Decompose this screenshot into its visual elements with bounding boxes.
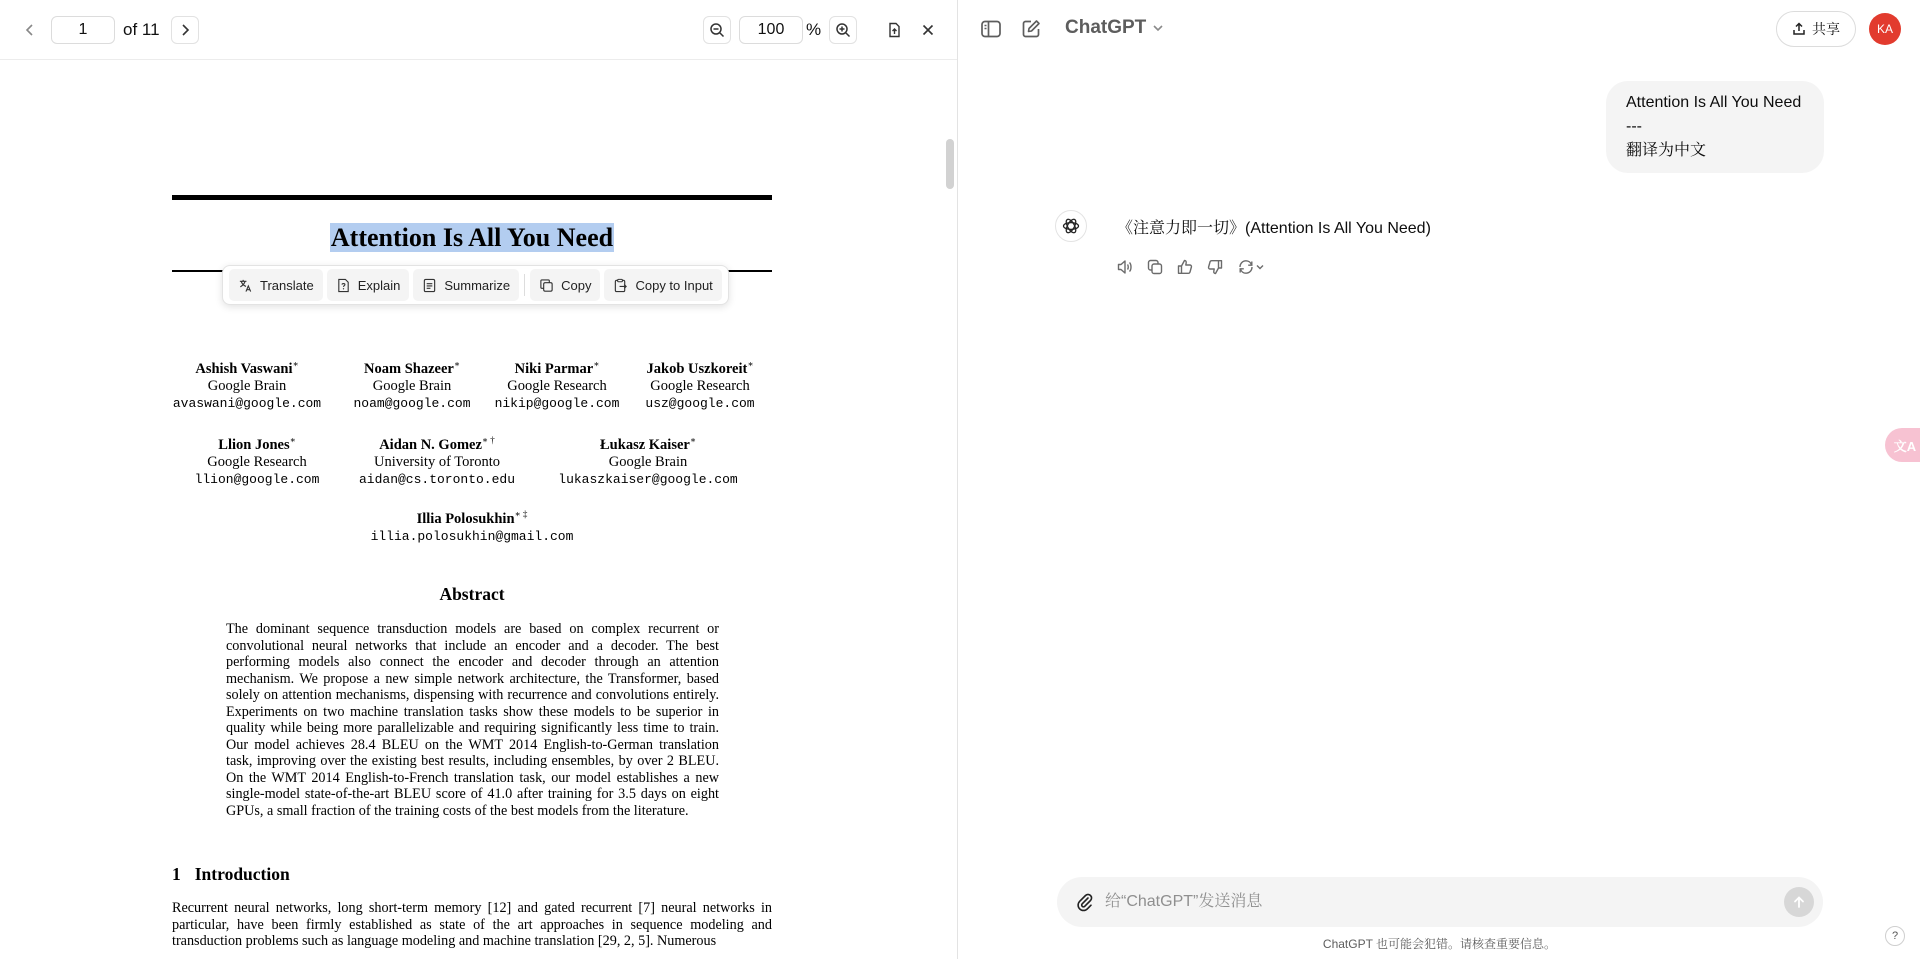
author-block <box>342 356 482 412</box>
author-name: Illia Polosukhin <box>416 510 515 527</box>
send-button[interactable] <box>1784 887 1814 917</box>
author-name: Łukasz Kaiser <box>600 436 690 453</box>
openai-logo-icon <box>1061 216 1081 236</box>
help-button[interactable]: ? <box>1885 926 1905 946</box>
assistant-message: 《注意力即一切》(Attention Is All You Need) <box>1117 220 1431 237</box>
share-label: 共享 <box>1812 21 1840 37</box>
read-aloud-button[interactable] <box>1113 255 1137 279</box>
user-message-line: 翻译为中文 <box>1626 142 1707 159</box>
author-email: aidan@cs.toronto.edu <box>358 471 516 487</box>
author-affiliation: Google Research <box>650 377 750 394</box>
author-affiliation: Google Brain <box>372 377 452 394</box>
clipboard-icon <box>613 278 628 293</box>
document-lines-icon <box>422 278 437 293</box>
new-chat-button[interactable] <box>1018 16 1044 42</box>
author-email: llion@google.com <box>194 471 320 487</box>
sidebar-icon <box>980 18 1002 40</box>
speaker-icon <box>1116 258 1134 276</box>
author-mark: ∗ <box>292 359 299 369</box>
chevron-right-icon <box>178 23 192 37</box>
author-email: illia.polosukhin@gmail.com <box>370 528 574 544</box>
author-block <box>352 432 522 488</box>
page-number-input[interactable] <box>51 16 115 44</box>
author-name: Ashish Vaswani <box>195 360 293 377</box>
export-document-button[interactable] <box>880 16 908 44</box>
translate-label: Translate <box>260 277 314 293</box>
author-affiliation: Google Brain <box>207 377 287 394</box>
share-upload-icon <box>1792 22 1806 36</box>
paper-title[interactable] <box>172 223 772 253</box>
author-mark: ∗ <box>689 435 696 445</box>
author-email: nikip@google.com <box>494 395 620 411</box>
author-affiliation: Google Research <box>207 453 307 470</box>
user-message-line: --- <box>1626 118 1642 135</box>
abstract-text: The dominant sequence transduction models are based on complex recurrent or convolutional neural networks that include an encoder and a decoder. The best performing models also connect the encoder and decoder through an attention mechanism. We propose a new simple network architecture, the Transformer, based solely on attention mechanisms, dispensing with recurrence and convolutions entirely. Experiments on two machine translation tasks show these models to be superior in quality while being more parallelizable and requiring significantly less time to train. Our model achieves 28.4 BLEU on the WMT 2014 English-to-German translation task, improving over the existing best results, including ensembles, by over 2 BLEU. On the WMT 2014 English-to-French translation task, our model establishes a new single-model state-of-the-art BLEU score of 41.0 after training for 3.5 days on eight GPUs, a small fraction of the training costs of the best models from the literature. <box>226 621 719 819</box>
author-mark: ∗ <box>747 359 754 369</box>
zoom-unit-label: % <box>806 20 822 39</box>
author-block <box>490 356 624 412</box>
author-affiliation: Google Research <box>507 377 607 394</box>
copy-message-button[interactable] <box>1143 255 1167 279</box>
model-selector[interactable] <box>1065 17 1164 39</box>
prev-page-button[interactable] <box>16 16 44 44</box>
thumbs-up-icon <box>1176 258 1194 276</box>
author-mark: ∗ <box>593 359 600 369</box>
author-name: Aidan N. Gomez <box>379 436 482 453</box>
chevron-down-icon <box>1255 262 1265 272</box>
thumbs-down-button[interactable] <box>1203 255 1227 279</box>
chat-header <box>959 0 1920 58</box>
chevron-left-icon <box>23 23 37 37</box>
author-block <box>632 356 768 412</box>
user-message-line: Attention Is All You Need <box>1626 94 1802 111</box>
author-name: Niki Parmar <box>514 360 594 377</box>
zoom-in-button[interactable] <box>829 16 857 44</box>
model-name-label: ChatGPT <box>1065 17 1147 38</box>
pdf-viewer <box>0 0 958 959</box>
attach-button[interactable] <box>1073 890 1097 914</box>
toolbar-divider <box>524 274 525 296</box>
user-avatar[interactable]: KA <box>1869 13 1901 45</box>
copy-icon <box>539 278 554 293</box>
author-email: lukaszkaiser@google.com <box>558 471 738 487</box>
section-number: 1 <box>172 864 181 884</box>
edit-icon <box>1020 18 1042 40</box>
thumbs-up-button[interactable] <box>1173 255 1197 279</box>
zoom-out-icon <box>709 22 725 38</box>
selection-toolbar <box>222 265 729 305</box>
chevron-down-icon <box>1152 22 1164 34</box>
message-composer <box>1057 877 1823 927</box>
author-email: noam@google.com <box>353 395 471 411</box>
next-page-button[interactable] <box>171 16 199 44</box>
document-question-icon <box>336 278 351 293</box>
zoom-out-button[interactable] <box>703 16 731 44</box>
regenerate-button[interactable] <box>1233 255 1269 279</box>
file-upload-icon <box>886 22 902 38</box>
summarize-label: Summarize <box>444 277 511 293</box>
selected-title-text[interactable]: Attention Is All You Need <box>330 223 614 252</box>
zoom-in-icon <box>835 22 851 38</box>
author-mark: ∗ † <box>481 435 495 445</box>
thumbs-down-icon <box>1206 258 1224 276</box>
translate-icon <box>238 278 253 293</box>
author-name: Jakob Uszkoreit <box>646 360 748 377</box>
pdf-page-area[interactable] <box>0 61 958 959</box>
author-email: avaswani@google.com <box>172 395 322 411</box>
author-block <box>552 432 744 488</box>
disclaimer-text: ChatGPT 也可能会犯错。请核查重要信息。 <box>1322 937 1557 951</box>
arrow-up-icon <box>1792 895 1806 909</box>
zoom-input[interactable] <box>739 16 803 44</box>
author-block <box>352 506 592 545</box>
author-affiliation: University of Toronto <box>374 453 500 470</box>
explain-label: Explain <box>357 277 401 293</box>
copy-to-input-label: Copy to Input <box>635 277 713 293</box>
paperclip-icon <box>1075 892 1095 912</box>
translate-extension-badge[interactable]: 文A <box>1885 428 1920 462</box>
chat-panel <box>959 0 1920 959</box>
author-email: usz@google.com <box>645 395 755 411</box>
author-mark: ∗ <box>453 359 460 369</box>
section-title: Introduction <box>194 864 290 884</box>
copy-icon <box>1146 258 1164 276</box>
copy-button[interactable] <box>530 269 600 301</box>
author-mark: ∗ <box>289 435 296 445</box>
summarize-button[interactable] <box>413 269 519 301</box>
title-rule-top <box>172 195 772 200</box>
assistant-avatar <box>1055 210 1087 242</box>
copy-label: Copy <box>561 277 592 293</box>
author-name: Noam Shazeer <box>364 360 454 377</box>
author-block <box>172 356 322 412</box>
user-message <box>1606 81 1824 173</box>
intro-text: Recurrent neural networks, long short-term memory [12] and gated recurrent [7] neural networks in particular, have been firmly established as state of the art approaches in sequence modeling and transduction problems such as language modeling and machine translation [29, 2, 5]. Numerous <box>172 900 772 949</box>
abstract-heading: Abstract <box>439 584 505 604</box>
refresh-icon <box>1237 258 1255 276</box>
copy-to-input-button[interactable] <box>604 269 721 301</box>
author-mark: ∗ ‡ <box>514 509 528 519</box>
pdf-scrollbar[interactable] <box>946 139 954 189</box>
translate-button[interactable] <box>229 269 323 301</box>
pdf-toolbar <box>0 0 958 60</box>
close-pdf-button[interactable] <box>914 16 942 44</box>
author-name: Llion Jones <box>218 436 290 453</box>
message-actions <box>1113 255 1269 279</box>
page-total-label: of 11 <box>123 20 160 39</box>
share-button[interactable] <box>1776 11 1856 47</box>
toggle-sidebar-button[interactable] <box>978 16 1004 42</box>
author-affiliation: Google Brain <box>608 453 688 470</box>
message-input[interactable] <box>1105 885 1745 919</box>
explain-button[interactable] <box>327 269 410 301</box>
section-heading <box>172 864 290 885</box>
author-block <box>182 432 332 488</box>
close-icon <box>921 23 935 37</box>
